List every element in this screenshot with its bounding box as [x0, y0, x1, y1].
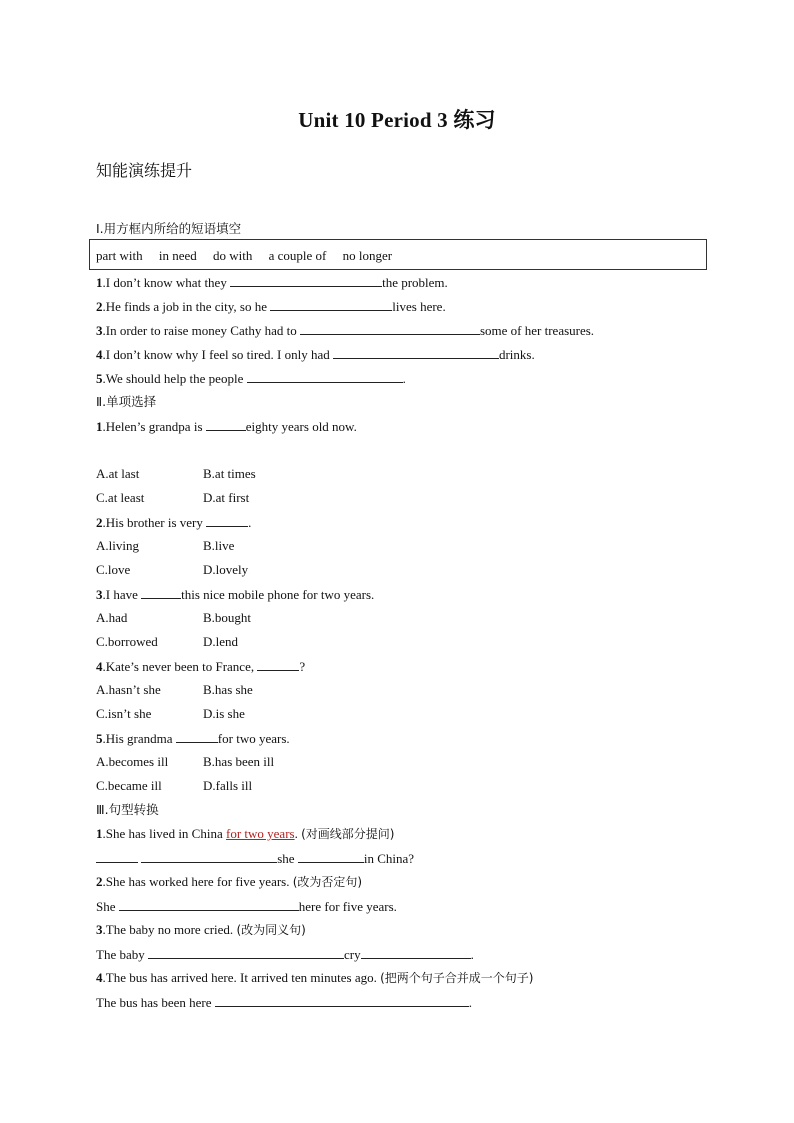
question-text: .She has lived in China [102, 826, 226, 841]
question-text: .His grandma [102, 731, 173, 746]
phrase-item: part with [96, 248, 143, 263]
option-b[interactable]: B.at times [203, 466, 256, 481]
option-c[interactable]: C.love [96, 562, 131, 577]
answer-blank[interactable] [361, 946, 471, 959]
options-row [96, 562, 248, 578]
question-text: .She has worked here for five years. [102, 874, 293, 889]
question-number: 3 [96, 587, 103, 602]
answer-line [96, 946, 474, 963]
option-a[interactable]: A.hasn’t she [96, 682, 161, 697]
answer-text: The baby [96, 947, 145, 962]
answer-blank[interactable] [176, 730, 218, 743]
section-3-heading: Ⅲ.句型转换 [96, 802, 159, 817]
options-row [96, 538, 234, 554]
options-row [96, 610, 251, 626]
choice-question [96, 586, 374, 603]
option-b[interactable]: B.has been ill [203, 754, 275, 769]
option-b[interactable]: B.has she [203, 682, 253, 697]
question-text: this nice mobile phone for two years. [181, 587, 375, 602]
question-number: 1 [96, 419, 103, 434]
options-row [96, 490, 249, 506]
options-row [96, 706, 245, 722]
question-text: .The baby no more cried. [102, 922, 237, 937]
options-row [96, 754, 274, 770]
fill-question [96, 370, 406, 387]
transform-question [96, 970, 533, 986]
question-text: the problem. [382, 275, 448, 290]
question-text: ? [299, 659, 306, 674]
option-a[interactable]: A.living [96, 538, 139, 553]
answer-text: in China? [363, 851, 415, 866]
answer-line [96, 994, 472, 1011]
answer-blank[interactable] [300, 322, 480, 335]
question-text: . [402, 371, 406, 386]
answer-blank[interactable] [247, 370, 403, 383]
options-row [96, 466, 256, 482]
question-number: 2 [96, 515, 103, 530]
question-number: 3 [96, 323, 103, 338]
option-d[interactable]: D.lovely [203, 562, 249, 577]
transform-question [96, 826, 394, 842]
question-text: .Helen’s grandpa is [102, 419, 203, 434]
answer-blank[interactable] [148, 946, 344, 959]
option-b[interactable]: B.live [203, 538, 235, 553]
question-number: 2 [96, 299, 103, 314]
answer-blank[interactable] [206, 514, 248, 527]
question-number: 2 [96, 874, 103, 889]
question-number: 5 [96, 371, 103, 386]
fill-question [96, 298, 446, 315]
answer-line [96, 898, 397, 915]
question-number: 4 [96, 347, 103, 362]
phrase-item: a couple of [268, 248, 327, 263]
phrase-box [89, 239, 707, 270]
section-2-heading: Ⅱ.单项选择 [96, 394, 157, 409]
answer-blank[interactable] [141, 850, 277, 863]
question-number: 3 [96, 922, 103, 937]
answer-blank[interactable] [96, 850, 138, 863]
question-text: .I have [102, 587, 138, 602]
answer-text: She [96, 899, 116, 914]
choice-question [96, 418, 357, 435]
question-text: .Kate’s never been to France, [102, 659, 255, 674]
answer-text: . [470, 947, 474, 962]
choice-question [96, 658, 305, 675]
answer-blank[interactable] [257, 658, 299, 671]
question-number: 1 [96, 275, 103, 290]
option-c[interactable]: C.became ill [96, 778, 162, 793]
question-text: .In order to raise money Cathy had to [102, 323, 297, 338]
phrase-item: in need [158, 248, 197, 263]
question-text: .I don’t know what they [102, 275, 227, 290]
options-row [96, 682, 253, 698]
fill-question [96, 346, 535, 363]
underlined-phrase: for two years [226, 826, 295, 841]
instruction-hint: (改为否定句) [292, 875, 363, 889]
question-number: 1 [96, 826, 103, 841]
options-row [96, 634, 238, 650]
question-text: .He finds a job in the city, so he [102, 299, 268, 314]
question-text: .His brother is very [102, 515, 203, 530]
answer-blank[interactable] [333, 346, 499, 359]
question-text: for two years. [217, 731, 290, 746]
transform-question [96, 922, 306, 938]
answer-blank[interactable] [230, 274, 382, 287]
option-c[interactable]: C.isn’t she [96, 706, 152, 721]
instruction-hint: (对画线部分提问) [301, 827, 395, 841]
answer-text: here for five years. [298, 899, 397, 914]
answer-blank[interactable] [206, 418, 246, 431]
option-d[interactable]: D.is she [203, 706, 245, 721]
question-text: drinks. [498, 347, 535, 362]
fill-question [96, 322, 594, 339]
answer-blank[interactable] [298, 850, 364, 863]
question-text: some of her treasures. [479, 323, 595, 338]
question-number: 5 [96, 731, 103, 746]
answer-text: The bus has been here [96, 995, 212, 1010]
answer-text: . [468, 995, 473, 1010]
phrase-list [96, 248, 405, 264]
question-text: . [248, 515, 252, 530]
option-c[interactable]: C.at least [96, 490, 145, 505]
answer-blank[interactable] [270, 298, 392, 311]
question-number: 4 [96, 659, 103, 674]
answer-text: cry [343, 947, 361, 962]
section-1-heading: Ⅰ.用方框内所给的短语填空 [96, 221, 242, 236]
answer-text: she [277, 851, 295, 866]
instruction-hint: (把两个句子合并成一个句子) [380, 971, 534, 985]
question-text: eighty years old now. [245, 419, 357, 434]
option-d[interactable]: D.lend [203, 634, 239, 649]
answer-blank[interactable] [141, 586, 181, 599]
section-subtitle: 知能演练提升 [96, 161, 193, 180]
phrase-item: no longer [342, 248, 393, 263]
question-text: .We should help the people [102, 371, 244, 386]
option-a[interactable]: A.had [96, 610, 128, 625]
answer-blank[interactable] [215, 994, 469, 1007]
question-text: .The bus has arrived here. It arrived ten minutes ago. [102, 970, 381, 985]
question-number: 4 [96, 970, 103, 985]
fill-question [96, 274, 448, 291]
option-a[interactable]: A.at last [96, 466, 140, 481]
answer-line [96, 850, 414, 867]
option-a[interactable]: A.becomes ill [96, 754, 169, 769]
phrase-item: do with [212, 248, 253, 263]
page-title: Unit 10 Period 3 练习 [298, 108, 496, 132]
option-b[interactable]: B.bought [203, 610, 252, 625]
options-row [96, 778, 252, 794]
instruction-hint: (改为同义句) [236, 923, 306, 937]
question-text: . [294, 826, 302, 841]
option-d[interactable]: D.falls ill [203, 778, 253, 793]
answer-blank[interactable] [119, 898, 299, 911]
question-text: .I don’t know why I feel so tired. I only had [102, 347, 330, 362]
choice-question [96, 514, 251, 531]
option-d[interactable]: D.at first [203, 490, 250, 505]
question-text: lives here. [392, 299, 446, 314]
option-c[interactable]: C.borrowed [96, 634, 158, 649]
transform-question [96, 874, 362, 890]
choice-question [96, 730, 290, 747]
